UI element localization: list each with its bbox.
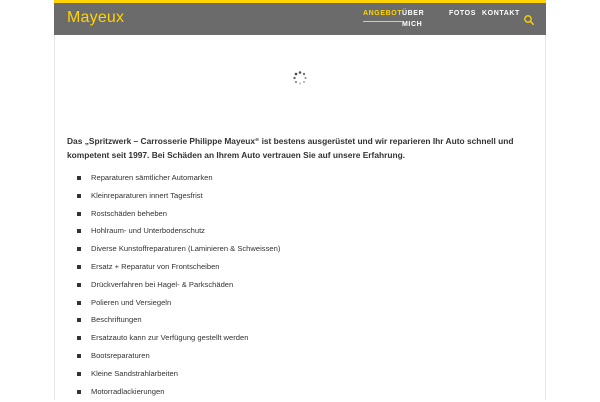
list-item-label: Bootsreparaturen — [91, 350, 150, 360]
bullet-icon — [77, 247, 81, 251]
list-item-label: Diverse Kunstoffreparaturen (Laminieren & Schweissen) — [91, 244, 281, 254]
bullet-icon — [77, 354, 81, 358]
bullet-icon — [77, 283, 81, 287]
list-item — [67, 171, 527, 189]
bullet-icon — [77, 212, 81, 216]
list-item — [67, 260, 527, 278]
list-item-label: Motorradlackierungen — [91, 386, 165, 396]
intro-text: Das „Spritzwerk – Carrosserie Philippe Mayeux“ ist bestens ausgerüstet und wir reparieren Ihr Auto schnell und kompetent seit 1997. Bei Schäden an Ihrem Auto vertrauen Sie auf unsere Erfahrung. — [67, 136, 514, 160]
list-item — [67, 278, 527, 296]
list-item — [67, 242, 527, 260]
list-item-label: Hohlraum- und Unterbodenschutz — [91, 226, 205, 236]
list-item-label: Ersatzauto kann zur Verfügung gestellt werden — [91, 333, 249, 343]
list-item — [67, 296, 527, 314]
site-header — [54, 3, 546, 35]
site-logo[interactable]: Mayeux — [67, 9, 125, 26]
list-item — [67, 189, 527, 207]
list-item-label: Ersatz + Reparatur von Frontscheiben — [91, 261, 220, 271]
list-item-label: Polieren und Versiegeln — [91, 297, 172, 307]
list-item-label: Kleine Sandstrahlarbeiten — [91, 368, 178, 378]
bullet-icon — [77, 318, 81, 322]
list-item-label: Reparaturen sämtlicher Automarken — [91, 173, 213, 182]
list-item — [67, 367, 527, 385]
list-item — [67, 224, 527, 242]
spinner-icon — [292, 70, 308, 86]
list-item-label: Drückverfahren bei Hagel- & Parkschäden — [91, 279, 234, 289]
bullet-icon — [77, 229, 81, 233]
bullet-icon — [77, 390, 81, 394]
services-list — [67, 171, 527, 402]
nav-item-angebot[interactable]: ANGEBOT — [363, 8, 402, 22]
bullet-icon — [77, 336, 81, 340]
nav-item-ueber-mich[interactable]: ÜBER MICH — [402, 10, 425, 28]
bullet-icon — [77, 301, 81, 305]
list-item-label: Kleinreparaturen innert Tagesfrist — [91, 190, 203, 200]
search-icon[interactable] — [523, 13, 535, 25]
list-item — [67, 349, 527, 367]
list-item — [67, 313, 527, 331]
list-item — [67, 207, 527, 225]
nav-item-fotos[interactable]: FOTOS — [449, 10, 476, 17]
bullet-icon — [77, 265, 81, 269]
list-item — [67, 331, 527, 349]
nav-item-kontakt[interactable]: KONTAKT — [482, 10, 520, 17]
bullet-icon — [77, 194, 81, 198]
bullet-icon — [77, 372, 81, 376]
list-item-label: Beschriftungen — [91, 315, 142, 325]
list-item-label: Rostschäden beheben — [91, 208, 167, 218]
list-item — [67, 385, 527, 402]
bullet-icon — [77, 176, 81, 180]
